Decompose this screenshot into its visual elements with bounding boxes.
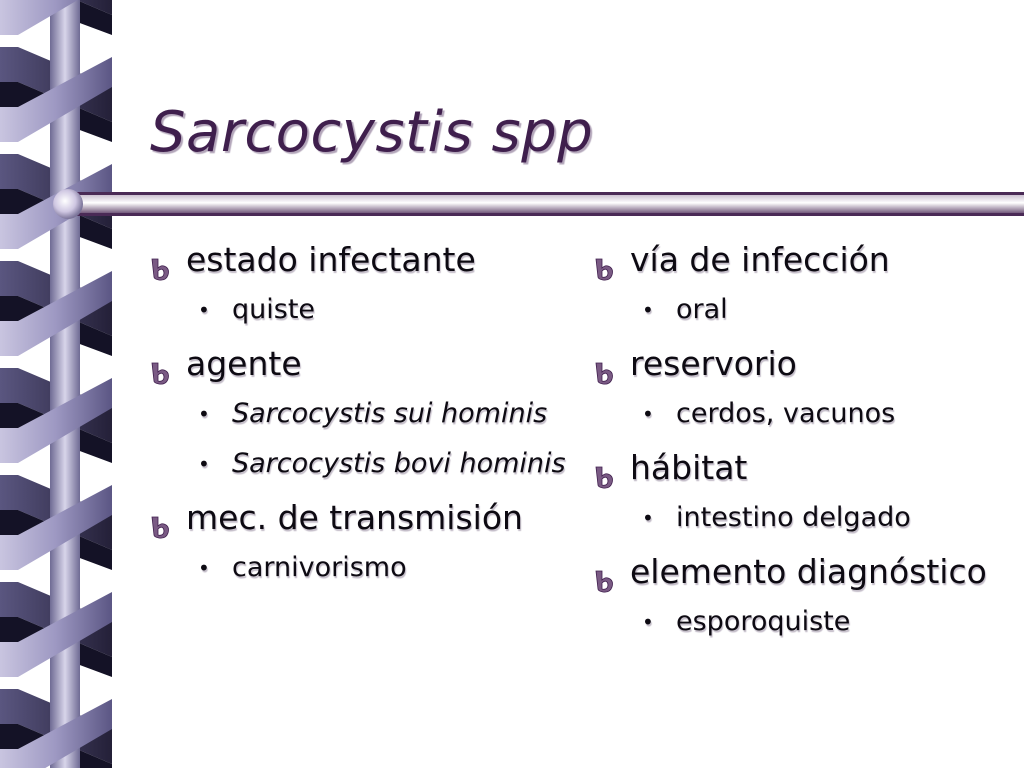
bullet-icon [592, 352, 618, 378]
bullet-label: elemento diagnóstico [630, 552, 987, 591]
sub-bullet-label: quiste [232, 294, 316, 325]
sub-bullet-label: esporoquiste [676, 606, 851, 637]
bullet-label: estado infectante [186, 240, 476, 279]
bullet-item [148, 236, 568, 284]
sub-bullet-item [592, 290, 1012, 330]
sub-bullet-label: carnivorismo [232, 552, 407, 583]
bullet-label: hábitat [630, 448, 748, 487]
bullet-item [592, 340, 1012, 388]
bullet-item [592, 236, 1012, 284]
bullet-icon [592, 456, 618, 482]
bullet-icon [148, 352, 174, 378]
left-column [148, 236, 568, 598]
bullet-label: vía de infección [630, 240, 890, 279]
sub-bullet-label: intestino delgado [676, 502, 911, 533]
bullet-item [148, 340, 568, 388]
sub-bullet-item [148, 548, 568, 588]
bullet-item [592, 444, 1012, 492]
sub-bullet-dot-icon: • [642, 298, 654, 322]
sub-bullet-item [592, 602, 1012, 642]
sub-bullet-item [148, 444, 568, 484]
slide-title: Sarcocystis spp [150, 100, 594, 165]
bullet-label: reservorio [630, 344, 797, 383]
bullet-label: mec. de transmisión [186, 498, 523, 537]
sub-bullet-item [148, 394, 568, 434]
sub-bullet-dot-icon: • [198, 298, 210, 322]
rule-knob [53, 189, 83, 219]
bullet-item [148, 494, 568, 542]
bullet-icon [592, 248, 618, 274]
sub-bullet-dot-icon: • [642, 506, 654, 530]
sub-bullet-item [592, 394, 1012, 434]
bullet-icon [592, 560, 618, 586]
twisted-ribbon-decoration [0, 0, 112, 768]
sub-bullet-dot-icon: • [642, 610, 654, 634]
bullet-icon [148, 506, 174, 532]
sub-bullet-item [148, 290, 568, 330]
sub-bullet-dot-icon: • [198, 402, 210, 426]
bullet-item [592, 548, 1012, 596]
sub-bullet-label: Sarcocystis sui hominis [232, 398, 548, 429]
sub-bullet-item [592, 498, 1012, 538]
sub-bullet-label: cerdos, vacunos [676, 398, 896, 429]
sub-bullet-dot-icon: • [198, 556, 210, 580]
sub-bullet-dot-icon: • [642, 402, 654, 426]
bullet-label: agente [186, 344, 302, 383]
right-column [592, 236, 1012, 652]
sub-bullet-label: Sarcocystis bovi hominis [232, 448, 566, 479]
sub-bullet-dot-icon: • [198, 452, 210, 476]
title-divider-rule [52, 189, 1024, 221]
sub-bullet-label: oral [676, 294, 728, 325]
bullet-icon [148, 248, 174, 274]
